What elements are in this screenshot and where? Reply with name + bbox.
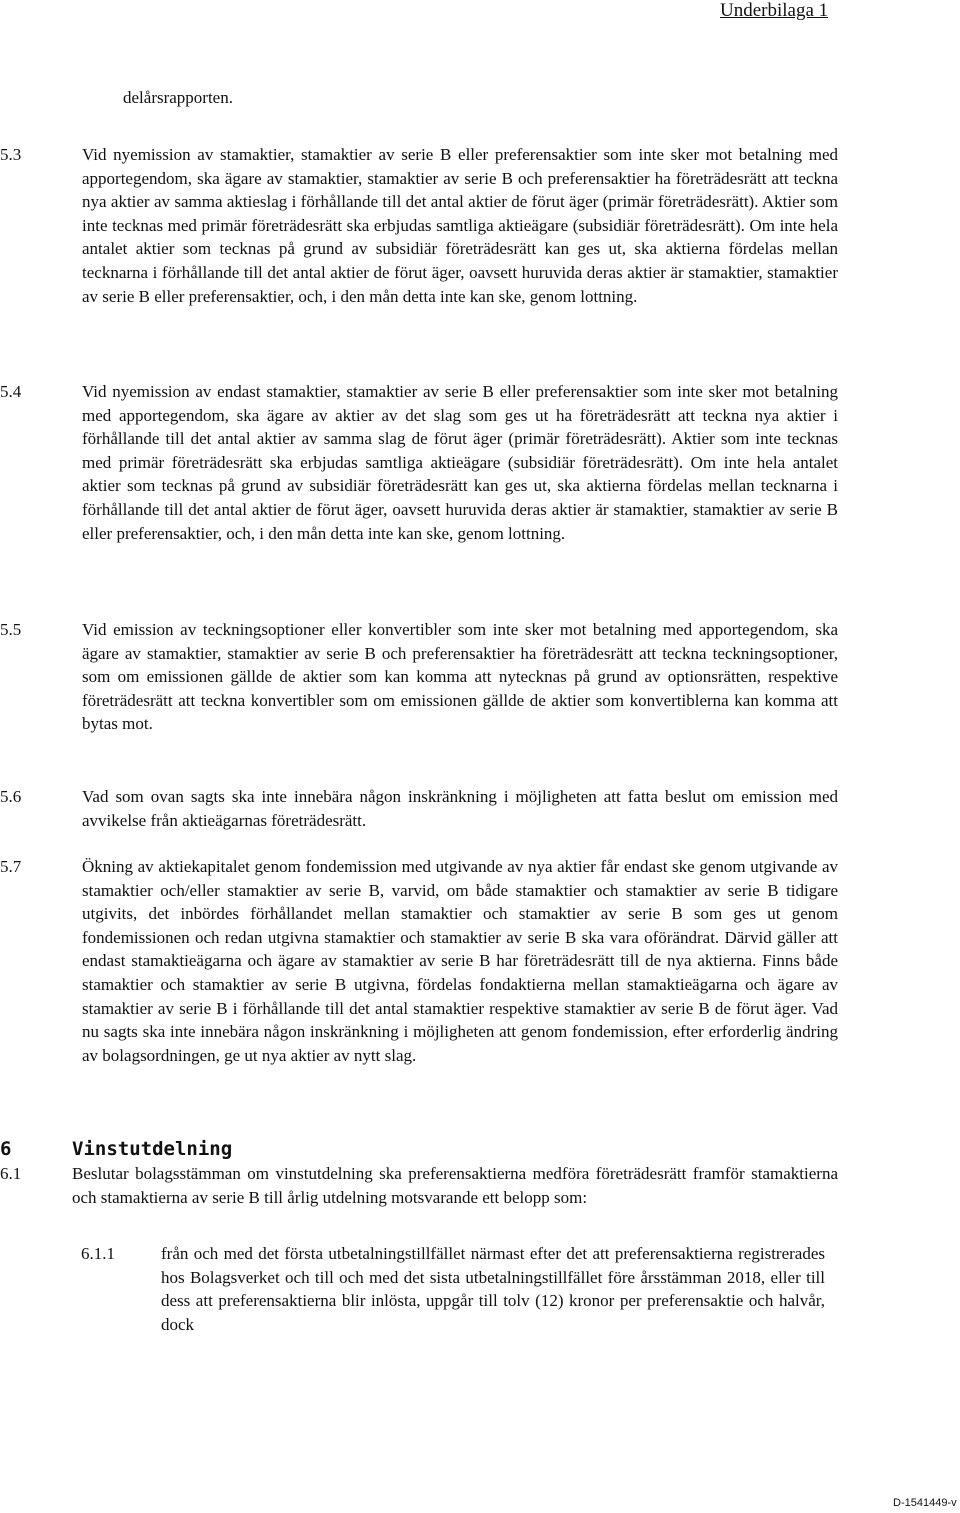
- paragraph-text: Vid nyemission av stamaktier, stamaktier av serie B eller preferensaktier som inte sker mot betalning med apportegendom, ska ägare av stamaktier, stamaktier av serie B och preferensaktier ha företrädesrätt att teckna nya aktier av samma aktieslag i förhållande till det antal aktier de förut äger (primär företrädesrätt). Aktier som inte tecknas med primär företrädesrätt ska erbjudas samtliga aktieägare (subsidiär företrädesrätt). Om inte hela antalet aktier som tecknas på grund av subsidiär företrädesrätt kan ges ut, ska aktierna fördelas mellan tecknarna i förhållande till det antal aktier de förut äger, oavsett huruvida deras aktier är stamaktier, stamaktier av serie B eller preferensaktier, och, i den mån detta inte kan ske, genom lottning.: [82, 145, 838, 306]
- paragraph-number: 5.4: [0, 382, 22, 401]
- document-id: D-1541449-v: [893, 1497, 957, 1509]
- paragraph-number: 5.6: [0, 787, 22, 806]
- paragraph-text: Ökning av aktiekapitalet genom fondemission med utgivande av nya aktier får endast ske genom utgivande av stamaktier och/eller stamaktier av serie B, varvid, om både stamaktier och stamaktier av serie B tidigare utgivits, det inbördes förhållandet mellan stamaktier och stamaktier av serie B som ges ut genom fondemissionen och redan utgivna stamaktier och stamaktier av serie B ska vara oförändrat. Därvid gäller att endast stamaktieägarna och ägare av stamaktier av serie B har företrädesrätt till de nya aktierna. Finns både stamaktier och stamaktier av serie B utgivna, fördelas fondaktierna mellan stamaktieägarna och ägare av stamaktier av serie B i förhållande till det antal stamaktier respektive stamaktier av serie B de förut äger. Vad nu sagts ska inte innebära någon inskränkning i möjligheten att genom fondemission, efter erforderlig ändring av bolagsordningen, ge ut nya aktier av nytt slag.: [82, 857, 838, 1065]
- paragraph-number: 5.3: [0, 145, 22, 164]
- paragraph-number: 5.7: [0, 857, 22, 876]
- subparagraph-number: 6.1.1: [81, 1244, 115, 1263]
- section-number: 6: [0, 1138, 12, 1160]
- continuation-text: delårsrapporten.: [123, 88, 233, 107]
- paragraph-number: 6.1: [0, 1164, 22, 1183]
- paragraph-text: Beslutar bolagsstämman om vinstutdelning ska preferensaktierna medföra företrädesrätt framför stamaktierna och stamaktierna av serie B till årlig utdelning motsvarande ett belopp som:: [72, 1164, 838, 1207]
- annex-label: Underbilaga 1: [720, 0, 829, 21]
- paragraph-number: 5.5: [0, 620, 22, 639]
- subparagraph-text: från och med det första utbetalningstillfället närmast efter det att preferensaktierna registrerades hos Bolagsverket och till och med det sista utbetalningstillfället före årsstämman 2018, eller till dess att preferensaktierna blir inlösta, uppgår till tolv (12) kronor per preferensaktie och halvår, dock: [161, 1244, 825, 1334]
- paragraph-text: Vid nyemission av endast stamaktier, stamaktier av serie B eller preferensaktier som inte sker mot betalning med apportegendom, ska ägare av aktier av det slag som ges ut ha företrädesrätt att teckna nya aktier i förhållande till det antal aktier av samma slag de förut äger (primär företrädesrätt). Aktier som inte tecknas med primär företrädesrätt ska erbjudas samtliga aktieägare (subsidiär företrädesrätt). Om inte hela antalet aktier som tecknas på grund av subsidiär företrädesrätt kan ges ut, ska aktierna fördelas mellan tecknarna i förhållande till det antal aktier de förut äger, oavsett huruvida deras aktier är stamaktier, stamaktier av serie B eller preferensaktier, och, i den mån detta inte kan ske, genom lottning.: [82, 382, 838, 543]
- paragraph-text: Vad som ovan sagts ska inte innebära någon inskränkning i möjligheten att fatta beslut om emission med avvikelse från aktieägarnas företrädesrätt.: [82, 787, 838, 830]
- section-title: Vinstutdelning: [72, 1138, 233, 1160]
- paragraph-text: Vid emission av teckningsoptioner eller konvertibler som inte sker mot betalning med apportegendom, ska ägare av stamaktier, stamaktier av serie B och preferensaktier ha företrädesrätt att teckna teckningsoptioner, som om emissionen gällde de aktier som kan komma att nytecknas på grund av optionsrätten, respektive företrädesrätt att teckna konvertibler som om emissionen gällde de aktier som konvertiblerna kan komma att bytas mot.: [82, 620, 838, 734]
